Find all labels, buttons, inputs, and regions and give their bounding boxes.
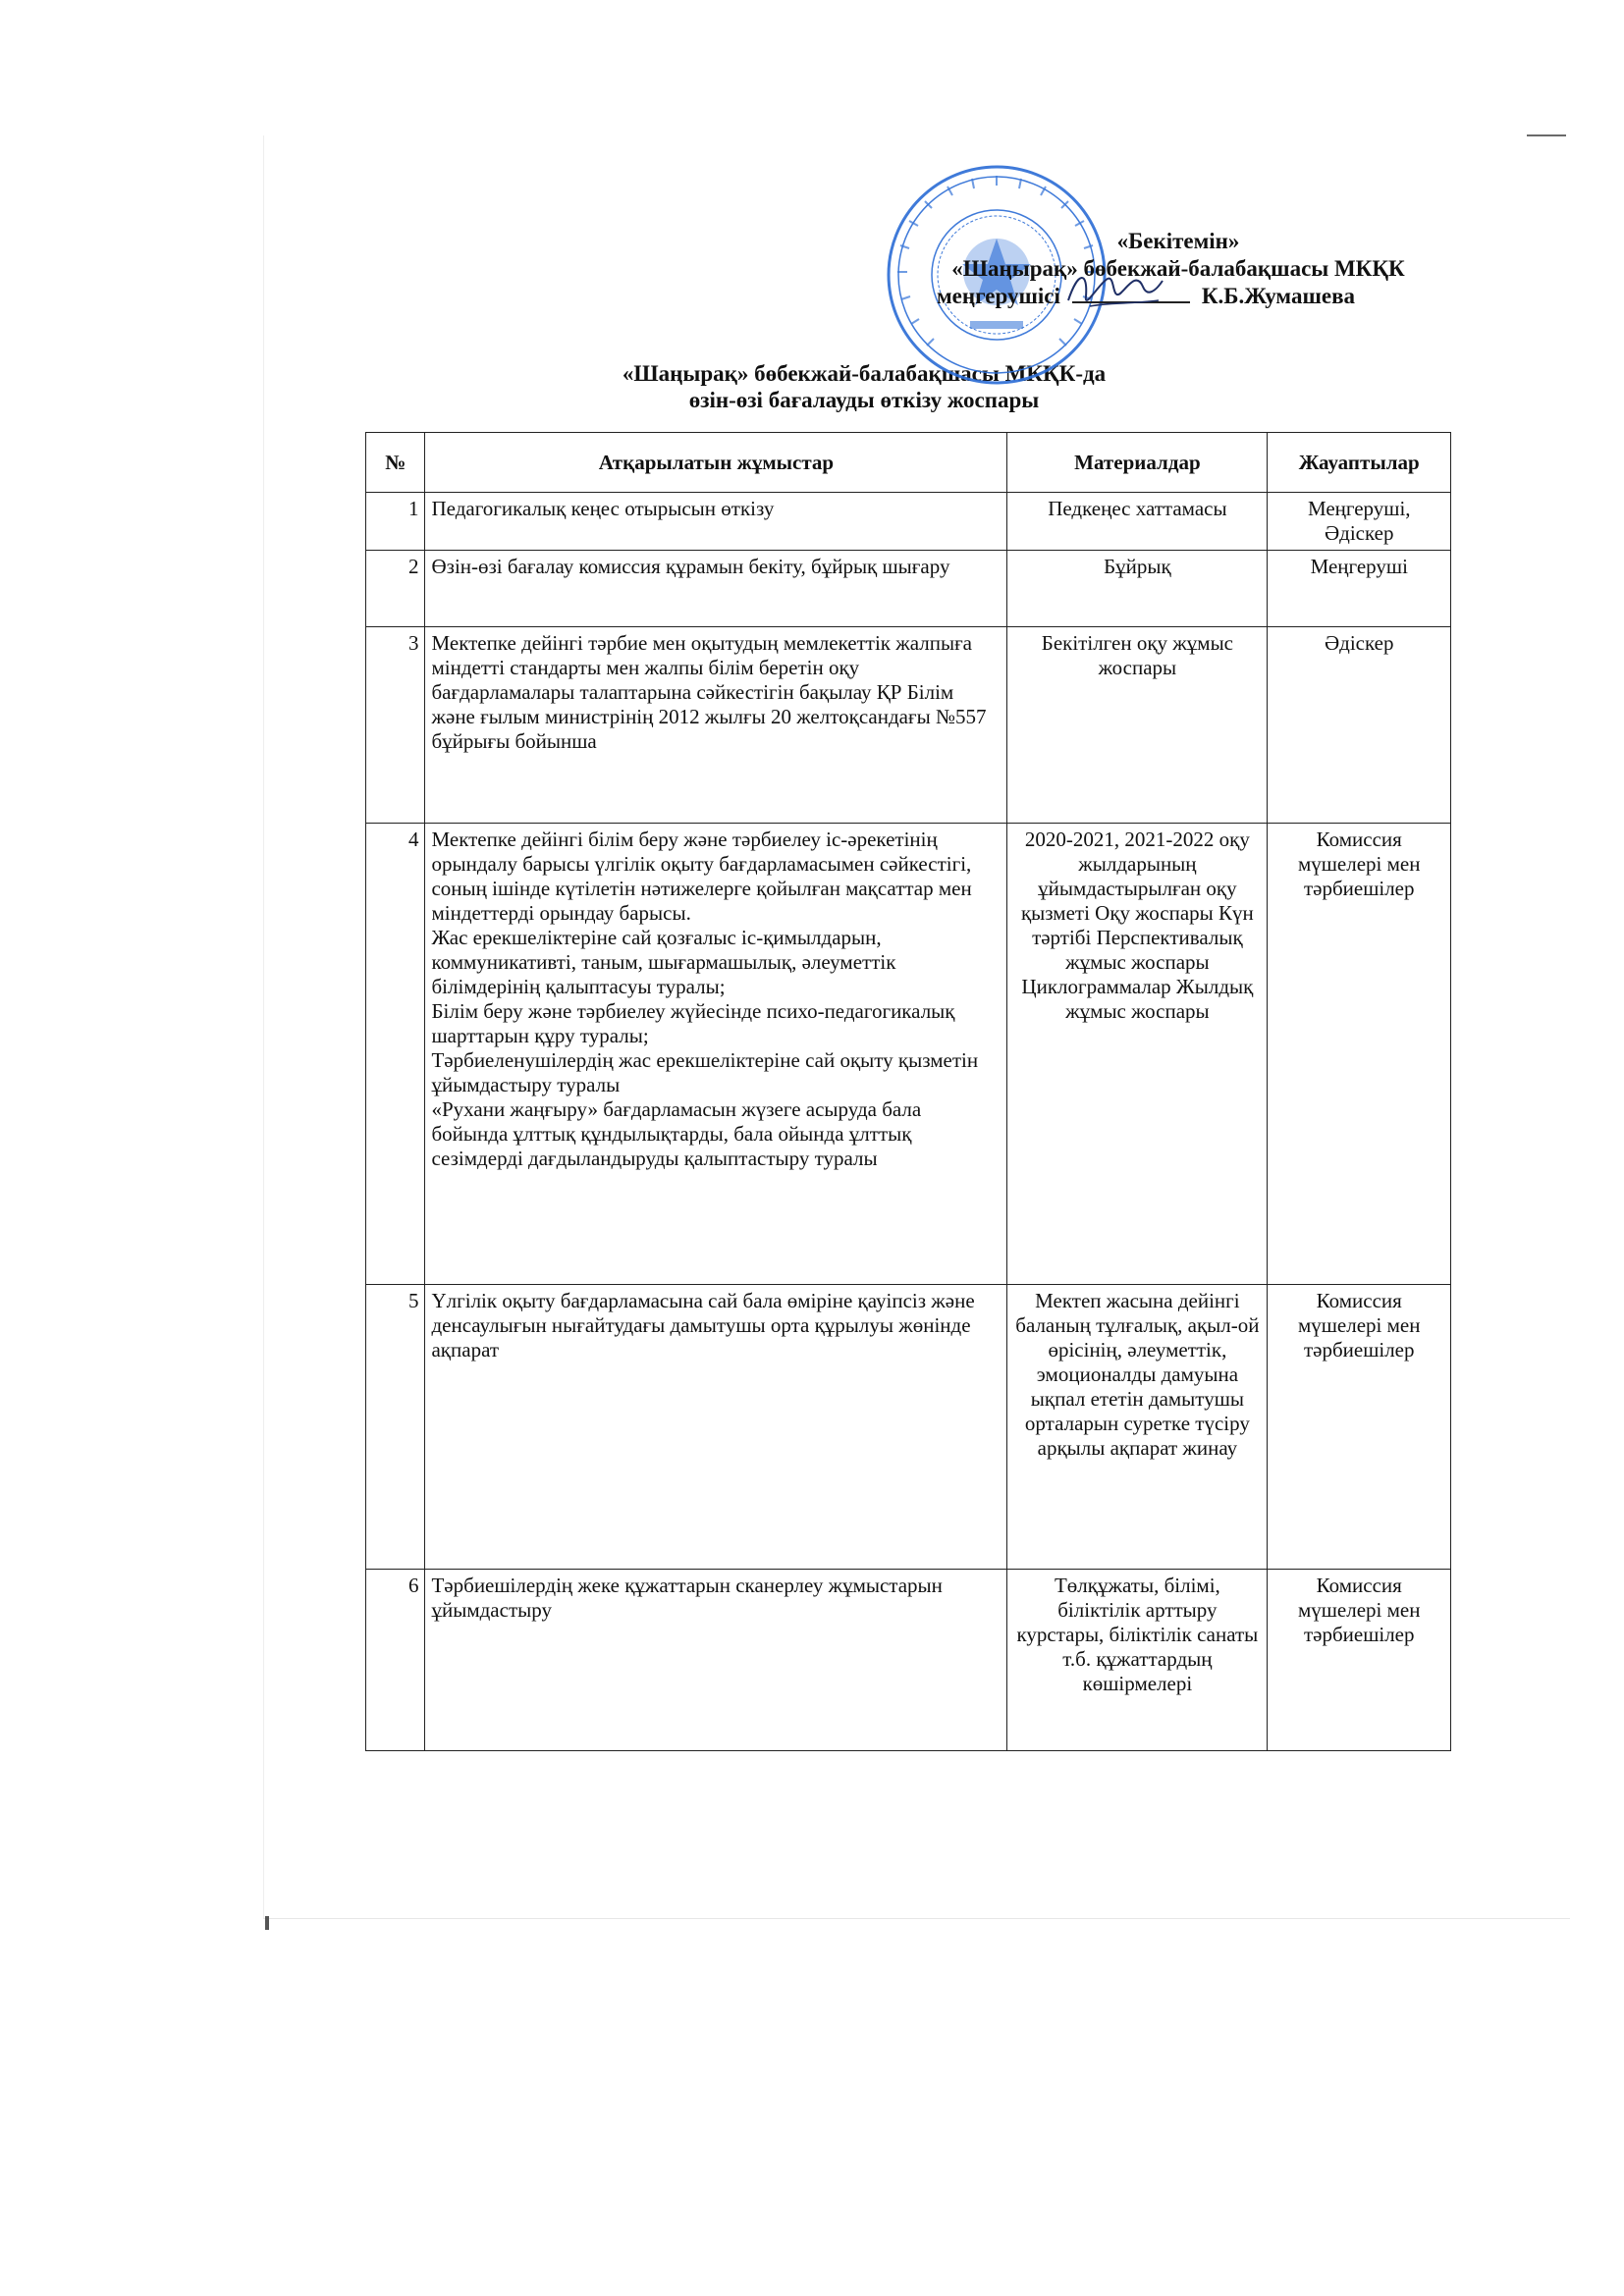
approval-organization: «Шаңырақ» бөбекжай-балабақшасы МКҚК	[951, 256, 1405, 281]
row-responsible: Комиссия мүшелері мен тәрбиешілер	[1268, 1285, 1451, 1570]
table-header-row	[366, 433, 1451, 493]
header-num: №	[366, 433, 425, 493]
table-row	[366, 551, 1451, 627]
table-row	[366, 627, 1451, 824]
table-row	[366, 1570, 1451, 1751]
row-work-text: Мектепке дейінгі білім беру және тәрбиелеу іс-әрекетінің орындалу барысы үлгілік оқыту бағдарламасымен сәйкестігі, соның ішінде күтілетін нәтижелерге қойылған мақсаттар мен міндеттерді орындау барысы.	[431, 828, 972, 925]
header-responsible: Жауаптылар	[1268, 433, 1451, 493]
row-materials: Бұйрық	[1007, 551, 1268, 627]
row-num: 2	[366, 551, 425, 627]
table-row	[366, 824, 1451, 1285]
row-work-text: Үлгілік оқыту бағдарламасына сай бала өміріне қауіпсіз және денсаулығын нығайтудағы дамытушы орта құрылуы жөнінде ақпарат	[431, 1289, 975, 1362]
row-work	[425, 627, 1007, 824]
scan-edge-mark	[1527, 134, 1566, 136]
row-work	[425, 493, 1007, 551]
approval-signer-name: К.Б.Жумашева	[1201, 284, 1355, 308]
row-num: 5	[366, 1285, 425, 1570]
row-responsible: Комиссия мүшелері мен тәрбиешілер	[1268, 1570, 1451, 1751]
row-responsible: Комиссия мүшелері мен тәрбиешілер	[1268, 824, 1451, 1285]
row-num: 3	[366, 627, 425, 824]
row-materials: Педкеңес хаттамасы	[1007, 493, 1268, 551]
row-work	[425, 551, 1007, 627]
approval-position: меңгерушісі	[936, 284, 1060, 308]
row-materials: Төлқұжаты, білімі, біліктілік арттыру курстары, біліктілік санаты т.б. құжаттардың көшірмелері	[1007, 1570, 1268, 1751]
row-responsible: Меңгеруші, Әдіскер	[1268, 493, 1451, 551]
approval-block	[884, 228, 1473, 310]
signature-icon	[1060, 263, 1168, 317]
scan-edge-mark	[265, 1916, 269, 1930]
approval-heading: «Бекітемін»	[1116, 229, 1240, 253]
row-work-text: Тәрбиеленушілердің жас ерекшеліктеріне сай оқыту қызметін ұйымдастыру туралы	[431, 1048, 979, 1096]
row-work-text: Тәрбиешілердің жеке құжаттарын сканерлеу жұмыстарын ұйымдастыру	[431, 1574, 943, 1622]
row-work	[425, 1570, 1007, 1751]
approval-signature-row	[884, 283, 1473, 310]
title-line-1: «Шаңырақ» бөбекжай-балабақшасы МКҚК-да	[622, 361, 1107, 386]
row-work-text: «Рухани жаңғыру» бағдарламасын жүзеге асыруда бала бойында ұлттық құндылықтарды, бала ойында ұлттық сезімдерді дағдыландыруды қалыптастыру туралы	[431, 1097, 922, 1170]
row-materials: Бекітілген оқу жұмыс жоспары	[1007, 627, 1268, 824]
row-num: 4	[366, 824, 425, 1285]
row-responsible: Әдіскер	[1268, 627, 1451, 824]
plan-table	[365, 432, 1451, 1751]
row-work-text: Білім беру және тәрбиелеу жүйесінде психо-педагогикалық шарттарын құру туралы;	[431, 999, 955, 1047]
row-work	[425, 1285, 1007, 1570]
row-materials: 2020-2021, 2021-2022 оқу жылдарының ұйымдастырылған оқу қызметі Оқу жоспары Күн тәртібі Перспективалық жұмыс жоспары Циклограммалар Жылдық жұмыс жоспары	[1007, 824, 1268, 1285]
row-num: 6	[366, 1570, 425, 1751]
row-materials: Мектеп жасына дейінгі баланың тұлғалық, ақыл-ой өрісінің, әлеуметтік, эмоционалды дамуына ықпал ететін дамытушы орталарын суретке түсіру арқылы ақпарат жинау	[1007, 1285, 1268, 1570]
row-work-text: Мектепке дейінгі тәрбие мен оқытудың мемлекеттік жалпыға міндетті стандарты мен жалпы білім беретін оқу бағдарламалары талаптарына сәйкестігін бақылау ҚР Білім және ғылым министрінің 2012 жылғы 20 желтоқсандағы №557 бұйрығы бойынша	[431, 631, 987, 753]
row-work-text: Жас ерекшеліктеріне сай қозғалыс іс-қимылдарын, коммуникативті, таным, шығармашылық, әлеуметтік білімдерінің қалыптасуы туралы;	[431, 926, 896, 998]
row-work-text: Педагогикалық кеңес отырысын өткізу	[431, 497, 775, 520]
table-row	[366, 1285, 1451, 1570]
row-responsible: Меңгеруші	[1268, 551, 1451, 627]
table-row	[366, 493, 1451, 551]
header-materials: Материалдар	[1007, 433, 1268, 493]
header-work: Атқарылатын жұмыстар	[425, 433, 1007, 493]
row-work-text: Өзін-өзі бағалау комиссия құрамын бекіту, бұйрық шығару	[431, 555, 950, 578]
row-num: 1	[366, 493, 425, 551]
row-work	[425, 824, 1007, 1285]
title-line-2: өзін-өзі бағалауды өткізу жоспары	[688, 388, 1040, 412]
